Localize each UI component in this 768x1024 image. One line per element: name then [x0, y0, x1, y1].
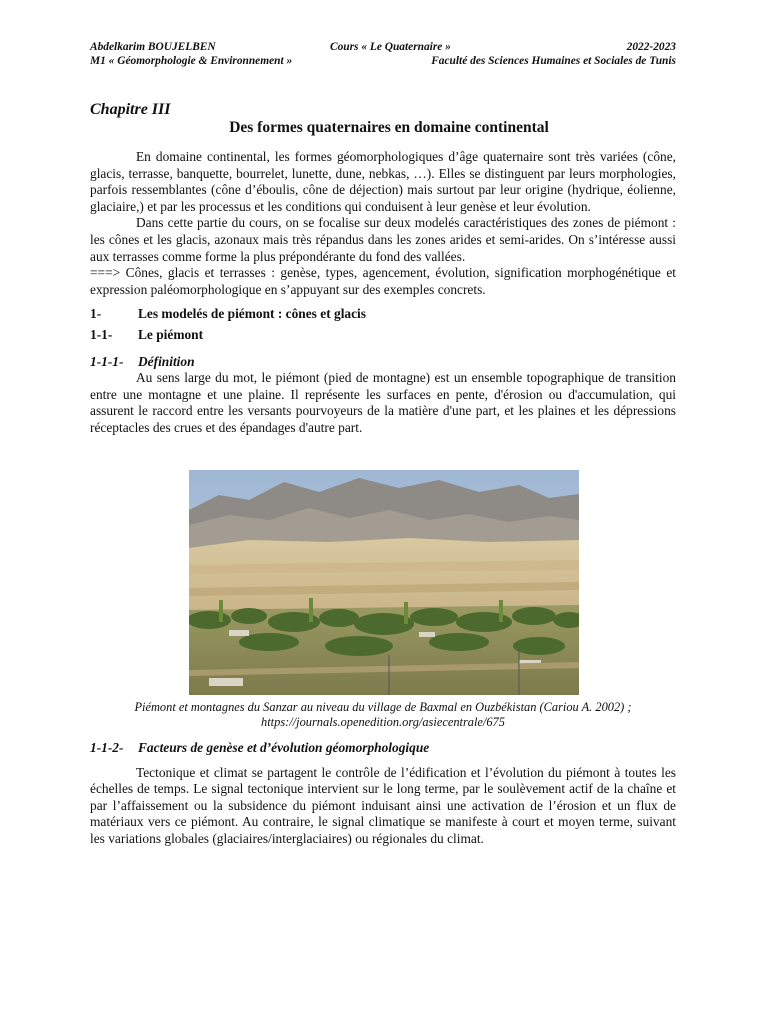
piedmont-photo	[189, 470, 579, 695]
page-title: Des formes quaternaires en domaine continental	[229, 119, 549, 136]
header-program: M1 « Géomorphologie & Environnement »	[90, 55, 293, 67]
header-author: Abdelkarim BOUJELBEN	[90, 41, 216, 53]
lower-content	[90, 740, 676, 848]
section-1-1-1-label: Définition	[138, 353, 195, 369]
figure-caption-line-2: https://journals.openedition.org/asiecentrale/675	[261, 715, 505, 729]
section-1-1-label: Le piémont	[138, 326, 204, 342]
figure-caption	[90, 700, 676, 730]
section-1-heading	[90, 306, 676, 323]
document-page	[90, 40, 676, 437]
header-faculty: Faculté des Sciences Humaines et Sociales de Tunis	[431, 55, 676, 67]
section-1-1-2-heading	[90, 740, 676, 757]
definition-paragraph: Au sens large du mot, le piémont (pied de montagne) est un ensemble topographique de transition entre une montagne et une plaine. Il représente les surfaces en pente, d'érosion ou d'accumulation, qui assurent le raccord entre les versants pourvoyeurs de la matière d'une part, et les plaines et les dépressions réceptacles des crues et des épandages d'autre part.	[90, 370, 676, 435]
section-1-number: 1-	[90, 306, 102, 322]
section-1-1-1-number: 1-1-1-	[90, 353, 124, 369]
chapter-label: Chapitre III	[90, 101, 171, 118]
header-row-1	[90, 40, 676, 54]
figure-caption-line-1: Piémont et montagnes du Sanzar au niveau du village de Baxmal en Ouzbékistan (Cariou A. 2002) ;	[134, 700, 632, 714]
landscape-illustration	[189, 470, 579, 695]
header-year: 2022-2023	[626, 41, 676, 53]
factors-paragraph: Tectonique et climat se partagent le contrôle de l’édification et l’évolution du piémont à toutes les échelles de temps. Le signal tectonique intervient sur le long terme, par le soulèvement actif de la chaîne et par l’affaissement ou la subsidence du piémont induisant ainsi une activation de l’érosion et un flux de matériaux vers ce piémont. Au contraire, le signal climatique se manifeste à court et moyen terme, suivant les variations globales (glaciaires/interglaciaires) ou régionales du climat.	[90, 764, 676, 846]
section-1-1-number: 1-1-	[90, 326, 113, 342]
section-1-1-2-label: Facteurs de genèse et d’évolution géomorphologique	[138, 740, 430, 755]
section-1-label: Les modelés de piémont : cônes et glacis	[138, 306, 366, 322]
intro-paragraph-3: ===> Cônes, glacis et terrasses : genèse, types, agencement, évolution, signification morphogénétique et expression paléomorphologique en s’appuyant sur des exemples concrets.	[90, 265, 676, 297]
intro-paragraph-1: En domaine continental, les formes géomorphologiques d’âge quaternaire sont très variées (cône, glacis, terrasse, banquette, bourrelet, lunette, dune, nebkas, …). Elles se distinguent par leurs morphologies, parfois ressemblantes (cône d’éboulis, cône de déjection) mais surtout par leur origine (hydrique, éolienne, glaciaire,) et par les processus et les conditions qui conduisent à leur genèse et leur évolution.	[90, 149, 676, 214]
section-1-1-1-heading	[90, 354, 676, 371]
section-1-1-2-number: 1-1-2-	[90, 740, 124, 755]
header-course: Cours « Le Quaternaire »	[330, 41, 451, 53]
header-row-2	[90, 54, 676, 68]
section-1-1-heading	[90, 327, 676, 344]
intro-paragraph-2: Dans cette partie du cours, on se focalise sur deux modelés caractéristiques des zones de piémont : les cônes et les glacis, azonaux mais très répandus dans les zones arides et semi-arides. On s’intéresse aussi aux terrasses comme forme la plus prépondérante du fond des vallées.	[90, 215, 676, 264]
